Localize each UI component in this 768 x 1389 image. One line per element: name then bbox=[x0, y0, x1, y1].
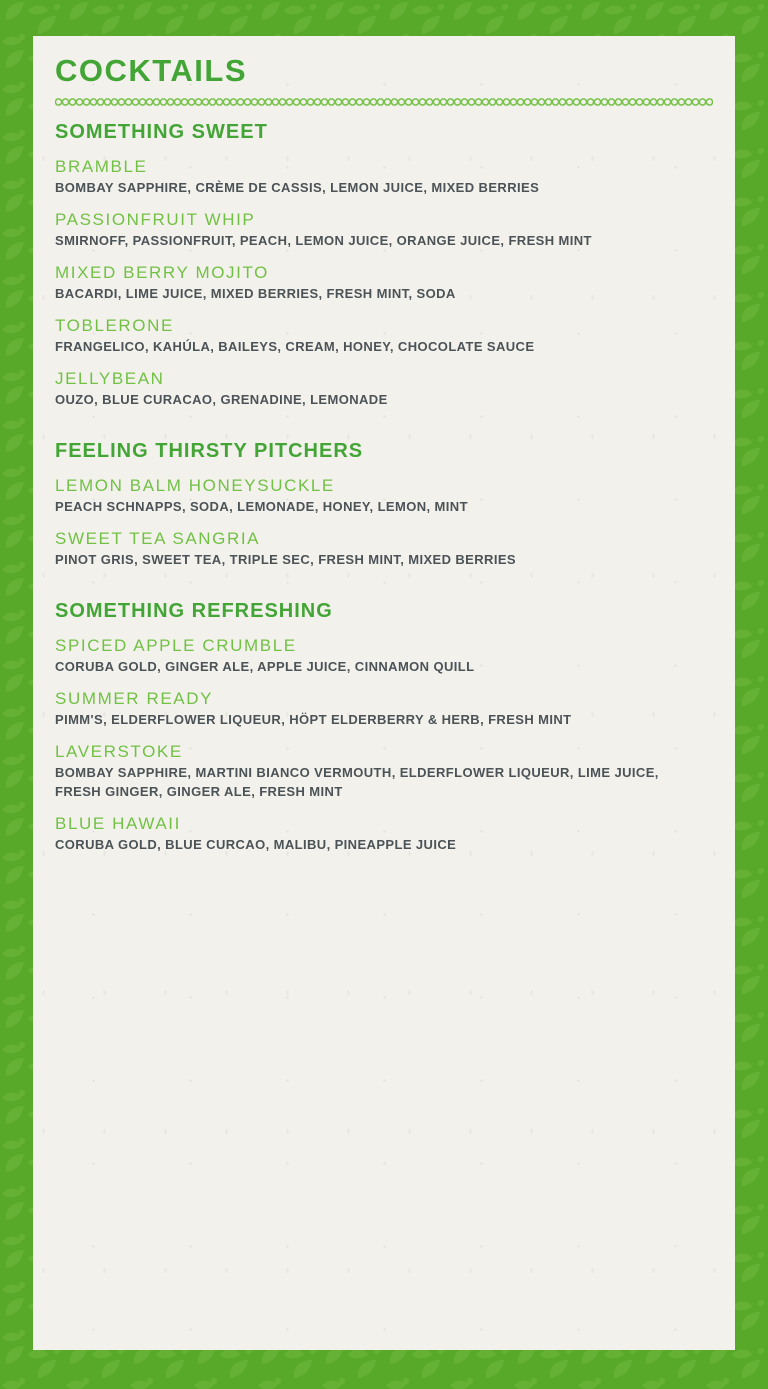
menu-item bbox=[55, 634, 713, 676]
item-ingredients: CORUBA GOLD, GINGER ALE, APPLE JUICE, CINNAMON QUILL bbox=[55, 659, 475, 674]
item-name: MIXED BERRY MOJITO bbox=[55, 263, 269, 282]
item-name: PASSIONFRUIT WHIP bbox=[55, 210, 256, 229]
item-ingredients: BOMBAY SAPPHIRE, CRÈME DE CASSIS, LEMON JUICE, MIXED BERRIES bbox=[55, 180, 540, 195]
menu-item bbox=[55, 155, 713, 197]
item-name: JELLYBEAN bbox=[55, 369, 165, 388]
menu-item bbox=[55, 367, 713, 409]
item-name: SWEET TEA SANGRIA bbox=[55, 529, 261, 548]
item-ingredients: OUZO, BLUE CURACAO, GRENADINE, LEMONADE bbox=[55, 392, 388, 407]
menu-item bbox=[55, 812, 713, 854]
menu-card bbox=[33, 36, 735, 1350]
menu-item bbox=[55, 474, 713, 516]
page-title: COCKTAILS bbox=[55, 53, 248, 88]
chain-divider bbox=[55, 97, 713, 107]
item-name: SUMMER READY bbox=[55, 689, 214, 708]
item-ingredients: PINOT GRIS, SWEET TEA, TRIPLE SEC, FRESH MINT, MIXED BERRIES bbox=[55, 552, 516, 567]
item-ingredients: PIMM'S, ELDERFLOWER LIQUEUR, HÖPT ELDERBERRY & HERB, FRESH MINT bbox=[55, 712, 572, 727]
item-name: LAVERSTOKE bbox=[55, 742, 183, 761]
section-heading: FEELING THIRSTY PITCHERS bbox=[55, 440, 364, 462]
menu-item bbox=[55, 261, 713, 303]
item-ingredients: FRANGELICO, KAHÚLA, BAILEYS, CREAM, HONEY, CHOCOLATE SAUCE bbox=[55, 339, 535, 354]
menu-item bbox=[55, 687, 713, 729]
menu-item bbox=[55, 208, 713, 250]
menu-section-feeling-thirsty-pitchers bbox=[55, 439, 713, 569]
item-ingredients: SMIRNOFF, PASSIONFRUIT, PEACH, LEMON JUICE, ORANGE JUICE, FRESH MINT bbox=[55, 233, 592, 248]
item-ingredients: PEACH SCHNAPPS, SODA, LEMONADE, HONEY, LEMON, MINT bbox=[55, 499, 468, 514]
section-heading: SOMETHING SWEET bbox=[55, 121, 268, 143]
item-name: LEMON BALM HONEYSUCKLE bbox=[55, 476, 335, 495]
menu-item bbox=[55, 527, 713, 569]
item-name: BRAMBLE bbox=[55, 157, 148, 176]
menu-item bbox=[55, 314, 713, 356]
item-name: BLUE HAWAII bbox=[55, 814, 181, 833]
section-heading: SOMETHING REFRESHING bbox=[55, 600, 333, 622]
menu-item bbox=[55, 740, 713, 801]
item-ingredients: BACARDI, LIME JUICE, MIXED BERRIES, FRESH MINT, SODA bbox=[55, 286, 456, 301]
item-name: TOBLERONE bbox=[55, 316, 174, 335]
item-ingredients: BOMBAY SAPPHIRE, MARTINI BIANCO VERMOUTH, ELDERFLOWER LIQUEUR, LIME JUICE, FRESH GINGER, GINGER ALE, FRESH MINT bbox=[55, 765, 659, 799]
item-ingredients: CORUBA GOLD, BLUE CURCAO, MALIBU, PINEAPPLE JUICE bbox=[55, 837, 457, 852]
menu-section-something-sweet bbox=[55, 120, 713, 409]
menu-section-something-refreshing bbox=[55, 599, 713, 854]
item-name: SPICED APPLE CRUMBLE bbox=[55, 636, 297, 655]
